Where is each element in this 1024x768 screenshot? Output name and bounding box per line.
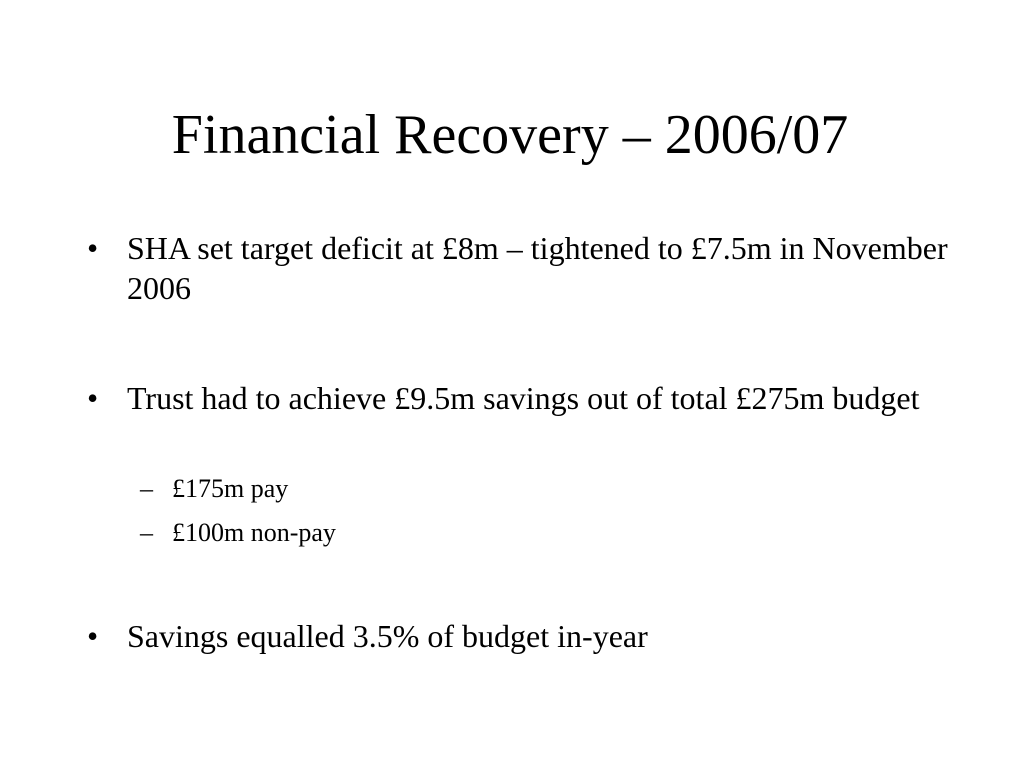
bullet-text: SHA set target deficit at £8m – tightened to £7.5m in November 2006: [127, 230, 948, 306]
bullet-item: [87, 228, 967, 308]
bullet-text: Trust had to achieve £9.5m savings out of total £275m budget: [127, 380, 920, 416]
bullet-item: [87, 378, 967, 418]
bullet-dot-icon: •: [87, 380, 99, 416]
sub-bullet-text: £100m non-pay: [172, 518, 336, 547]
bullet-dot-icon: •: [87, 230, 99, 266]
sub-bullet-dash-icon: –: [140, 518, 153, 547]
bullet-item: [87, 616, 967, 656]
sub-bullet-item: [140, 516, 940, 550]
sub-bullet-dash-icon: –: [140, 474, 153, 503]
sub-bullet-item: [140, 472, 940, 506]
bullet-text: Savings equalled 3.5% of budget in-year: [127, 618, 648, 654]
bullet-dot-icon: •: [87, 618, 99, 654]
slide-title: Financial Recovery – 2006/07: [171, 104, 849, 166]
sub-bullet-text: £175m pay: [172, 474, 289, 503]
